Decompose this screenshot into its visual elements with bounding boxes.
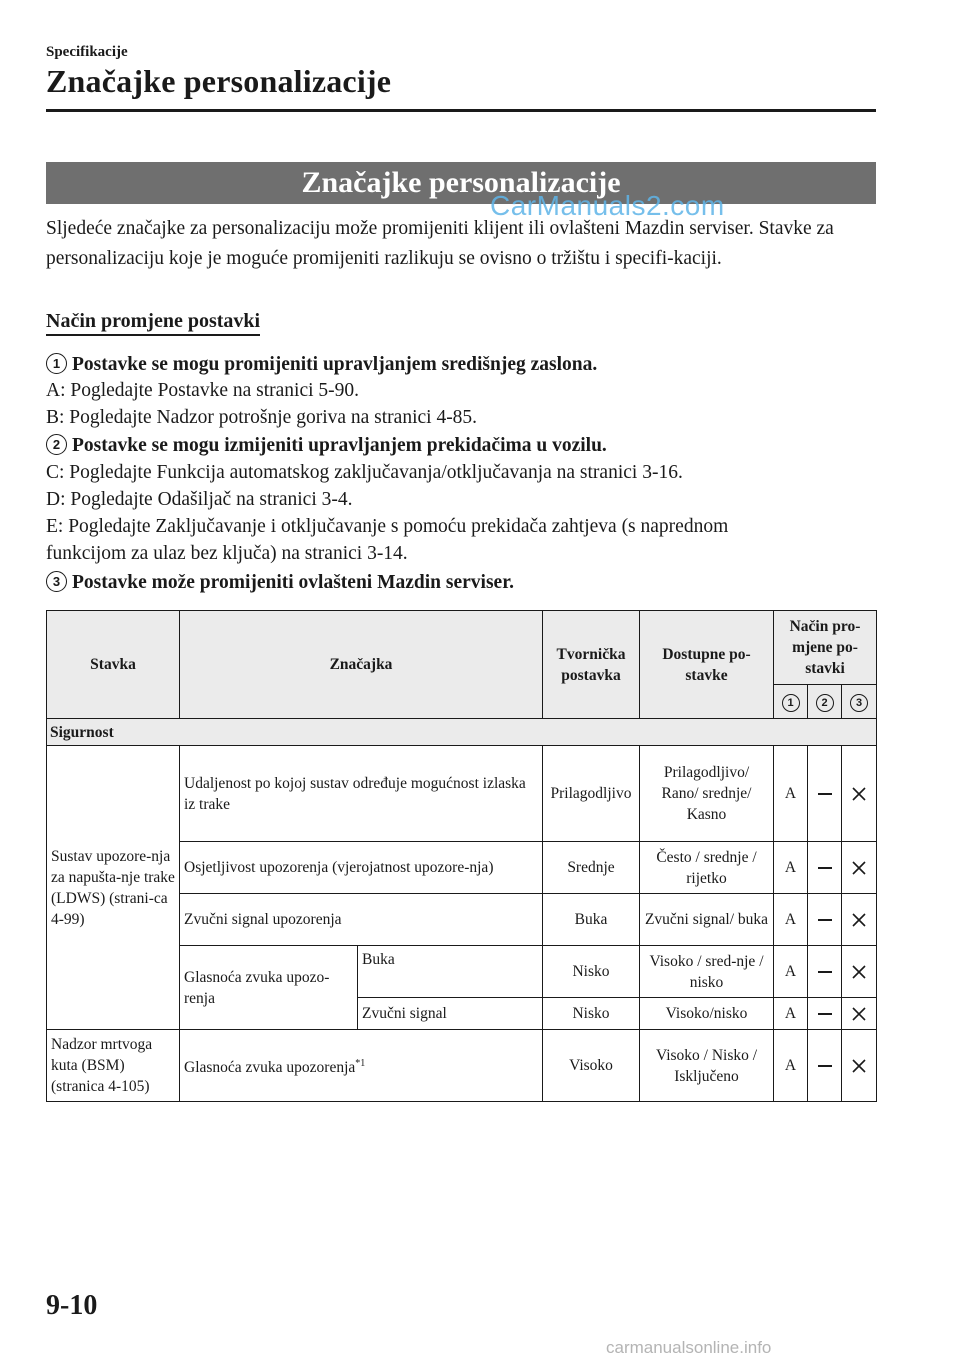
ref-e-line2: funkcijom za ulaz bez ključa) na stranici 3-14. <box>46 543 408 564</box>
circled-number-icon: 1 <box>782 694 800 712</box>
cross-icon <box>851 860 867 876</box>
circled-number-icon: 2 <box>816 694 834 712</box>
table-row <box>47 1030 877 1102</box>
dash-icon <box>818 919 832 921</box>
available-cell: Visoko/nisko <box>640 998 774 1030</box>
cross-icon <box>851 1006 867 1022</box>
section-label: Specifikacije <box>46 44 128 60</box>
method-3-text: Postavke može promijeniti ovlašteni Mazdin serviser. <box>72 572 514 593</box>
available-cell: Visoko / Nisko / Isključeno <box>640 1030 774 1102</box>
intro-paragraph: Sljedeće značajke za personalizaciju može promijeniti klijent ili ovlašteni Mazdin serviser. Stavke za personalizaciju koje je moguće promijeniti razlikuju se ovisno o tržištu i specifi-kaciji. <box>46 218 834 269</box>
feature-cell: Udaljenost po kojoj sustav određuje mogućnost izlaska iz trake <box>180 746 543 842</box>
header-feature: Značajka <box>180 611 543 719</box>
method-3-cell <box>842 1030 877 1102</box>
default-cell: Srednje <box>543 842 640 894</box>
section-banner: Značajke personalizacije <box>46 162 876 204</box>
bsm-feature-text: Glasnoća zvuka upozorenja <box>184 1059 356 1077</box>
table-row <box>47 746 877 842</box>
method-2-cell <box>808 842 842 894</box>
method-2-line <box>46 434 607 457</box>
ref-c: C: Pogledajte Funkcija automatskog zaključavanja/otključavanja na stranici 3-16. <box>46 462 683 483</box>
method-1-line <box>46 353 597 376</box>
dash-icon <box>818 793 832 795</box>
header-method-3 <box>842 685 877 719</box>
category-row: Sigurnost <box>47 719 877 746</box>
ref-d: D: Pogledajte Odašiljač na stranici 3-4. <box>46 489 353 510</box>
feature-cell: Osjetljivost upozorenja (vjerojatnost upozore-nja) <box>180 842 543 894</box>
method-3-cell <box>842 894 877 946</box>
watermark-logo: CarManuals2.com <box>490 190 725 221</box>
dash-icon <box>818 867 832 869</box>
header-method: Način pro-mjene po-stavki <box>774 611 877 685</box>
method-2-cell <box>808 894 842 946</box>
method-1-cell: A <box>774 746 808 842</box>
default-cell: Nisko <box>543 998 640 1030</box>
volume-feature-cell: Glasnoća zvuka upozo-renja <box>180 946 358 1030</box>
available-cell: Često / srednje / rijetko <box>640 842 774 894</box>
ref-e-line1: E: Pogledajte Zaključavanje i otključavanje s pomoću prekidača zahtjeva (s naprednom <box>46 516 729 537</box>
method-1-cell: A <box>774 946 808 998</box>
dash-icon <box>818 971 832 973</box>
method-2-cell <box>808 746 842 842</box>
method-3-cell <box>842 946 877 998</box>
page-title: Značajke personalizacije <box>46 63 392 99</box>
circled-number-icon: 1 <box>46 353 67 374</box>
method-1-text: Postavke se mogu promijeniti upravljanjem središnjeg zaslona. <box>72 354 598 375</box>
cross-icon <box>851 912 867 928</box>
circled-number-icon: 3 <box>850 694 868 712</box>
method-3-cell <box>842 998 877 1030</box>
default-cell: Buka <box>543 894 640 946</box>
cross-icon <box>851 964 867 980</box>
circled-number-icon: 3 <box>46 571 67 592</box>
ref-a: A: Pogledajte Postavke na stranici 5-90. <box>46 380 360 401</box>
method-3-cell <box>842 746 877 842</box>
ldws-item-cell: Sustav upozore-nja za napušta-nje trake (LDWS) (strani-ca 4-99) <box>47 746 180 1030</box>
header-divider <box>46 109 876 112</box>
dash-icon <box>818 1065 832 1067</box>
method-2-cell <box>808 1030 842 1102</box>
ref-b: B: Pogledajte Nadzor potrošnje goriva na stranici 4-85. <box>46 407 478 428</box>
method-heading: Način promjene postavki <box>46 310 260 336</box>
sub-feature-cell: Buka <box>358 946 543 998</box>
header-method-2 <box>808 685 842 719</box>
footer-watermark: carmanualsonline.info <box>606 1338 772 1357</box>
header-method-1 <box>774 685 808 719</box>
bsm-item-cell: Nadzor mrtvoga kuta (BSM) (stranica 4-105) <box>47 1030 180 1102</box>
dash-icon <box>818 1013 832 1015</box>
cross-icon <box>851 1058 867 1074</box>
header-available: Dostupne po-stavke <box>640 611 774 719</box>
header-item: Stavka <box>47 611 180 719</box>
method-3-cell <box>842 842 877 894</box>
available-cell: Prilagodljivo/ Rano/ srednje/ Kasno <box>640 746 774 842</box>
method-1-cell: A <box>774 894 808 946</box>
method-2-text: Postavke se mogu izmijeniti upravljanjem prekidačima u vozilu. <box>72 435 607 456</box>
available-cell: Zvučni signal/ buka <box>640 894 774 946</box>
method-1-cell: A <box>774 842 808 894</box>
footnote-marker: *1 <box>355 1057 366 1069</box>
sub-feature-cell: Zvučni signal <box>358 998 543 1030</box>
method-2-cell <box>808 998 842 1030</box>
page-number: 9-10 <box>46 1290 98 1321</box>
default-cell: Visoko <box>543 1030 640 1102</box>
default-cell: Nisko <box>543 946 640 998</box>
method-3-line <box>46 571 514 594</box>
cross-icon <box>851 786 867 802</box>
header-default: Tvornička postavka <box>543 611 640 719</box>
method-1-cell: A <box>774 1030 808 1102</box>
circled-number-icon: 2 <box>46 434 67 455</box>
personalization-table <box>46 610 877 1102</box>
available-cell: Visoko / sred-nje / nisko <box>640 946 774 998</box>
feature-cell <box>180 1030 543 1102</box>
default-cell: Prilagodljivo <box>543 746 640 842</box>
method-1-cell: A <box>774 998 808 1030</box>
method-2-cell <box>808 946 842 998</box>
feature-cell: Zvučni signal upozorenja <box>180 894 543 946</box>
